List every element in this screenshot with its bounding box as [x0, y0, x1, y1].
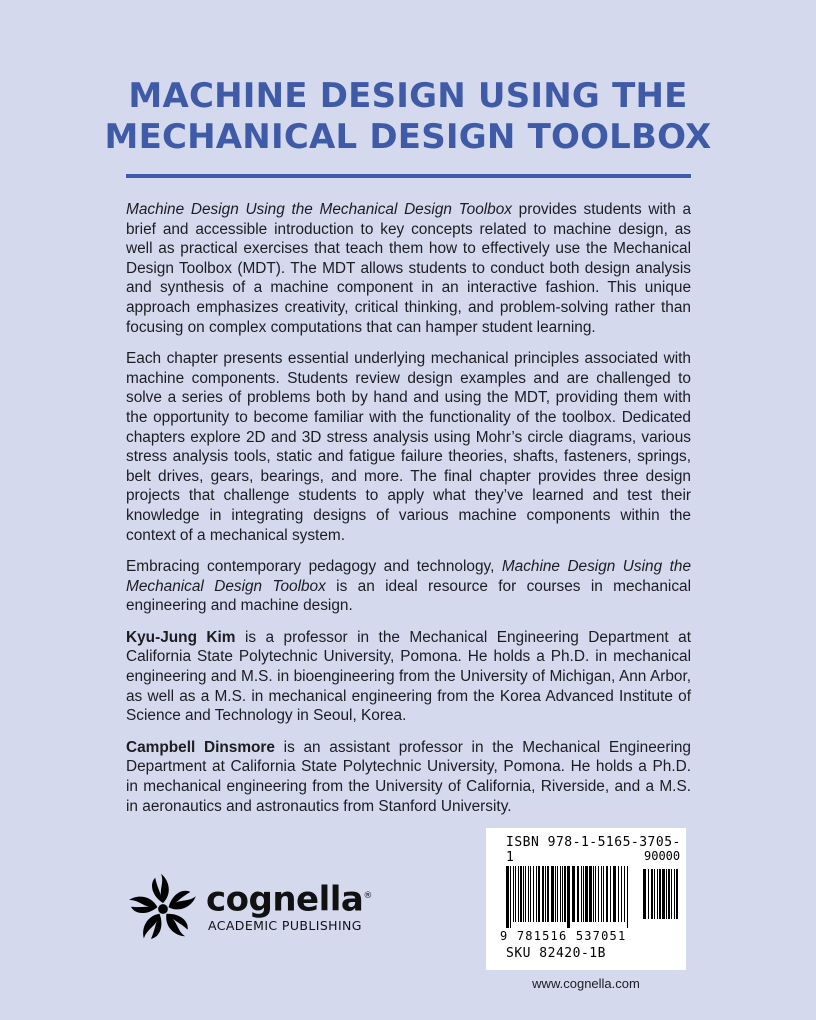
barcode-bar — [551, 866, 554, 922]
title-line-2: MECHANICAL DESIGN TOOLBOX — [104, 117, 712, 157]
barcode-bar — [538, 866, 540, 922]
barcode-bar — [598, 866, 599, 922]
sku-number: SKU 82420-1B — [506, 946, 606, 961]
barcode-bar — [542, 866, 544, 922]
title-line-1: MACHINE DESIGN USING THE — [128, 76, 688, 116]
barcode-bar — [581, 866, 582, 922]
book-title-italic: Machine Design Using the Mechanical Design Toolbox — [126, 201, 512, 218]
barcode-bar — [557, 866, 558, 922]
barcode-bar — [562, 866, 563, 922]
barcode-bar — [648, 869, 649, 919]
barcode-bar — [666, 869, 667, 919]
barcode-bar — [525, 866, 526, 922]
barcode-bar — [674, 869, 675, 919]
ean13-barcode — [506, 866, 631, 928]
barcode-bar — [547, 866, 549, 922]
barcode-bar — [560, 866, 561, 922]
publisher-tagline: ACADEMIC PUBLISHING — [208, 918, 362, 933]
barcode-bar — [643, 869, 646, 919]
publisher-wordmark: cognella® — [206, 879, 372, 920]
barcode-bar — [671, 869, 672, 919]
barcode-bar — [662, 869, 665, 919]
barcode-bar — [593, 866, 594, 922]
barcode-bar — [659, 869, 661, 919]
back-cover-copy — [126, 200, 691, 828]
barcode-bar — [651, 869, 653, 919]
barcode-bar — [603, 866, 604, 922]
barcode-bar — [520, 866, 522, 922]
barcode-bar — [595, 866, 596, 922]
barcode-bar — [606, 866, 608, 922]
barcode-bar — [572, 866, 575, 922]
barcode-bar — [506, 866, 509, 928]
isbn-number: ISBN 978-1-5165-3705-1 — [506, 835, 681, 865]
publisher-url[interactable]: www.cognella.com — [532, 976, 640, 991]
author-bio-1: Kyu-Jung Kim is a professor in the Mechanical Engineering Department at California State Polytechnic University, Pomona. He holds a Ph.D. in mechanical engineering and M.S. in bioengineering from the University of Michigan, Ann Arbor, as well as a M.S. in mechanical engineering from the Korea Advanced Institute of Science and Technology in Seoul, Korea. — [126, 628, 691, 725]
barcode-bar — [518, 866, 519, 922]
ean-digits: 9 781516 537051 — [500, 929, 627, 943]
barcode-bar — [618, 866, 619, 922]
barcode-bar — [610, 866, 611, 922]
author-name: Campbell Dinsmore — [126, 738, 275, 756]
book-title-italic: Machine Design Using the Mechanical Design Toolbox — [126, 558, 692, 595]
barcode-bar — [567, 866, 570, 928]
publisher-logo — [124, 870, 384, 945]
barcode-bar — [564, 866, 566, 922]
barcode-bar — [589, 866, 592, 922]
barcode-bar — [585, 866, 588, 922]
barcode-bar — [523, 866, 524, 922]
barcode-bar — [613, 866, 616, 922]
barcode-bar — [515, 866, 516, 922]
description-paragraph-3: Embracing contemporary pedagogy and technology, Machine Design Using the Mechanical Design Toolbox is an ideal resource for courses in mechanical engineering and machine design. — [126, 558, 692, 615]
barcode-bar — [601, 866, 602, 922]
addon-barcode — [643, 866, 679, 928]
barcode-bar — [530, 866, 531, 922]
barcode-bar — [583, 866, 584, 922]
barcode-bar — [513, 866, 514, 922]
barcode-bar — [536, 866, 537, 922]
barcode-bar — [555, 866, 556, 922]
barcode-bar — [533, 866, 534, 922]
cognella-flower-icon — [124, 870, 202, 948]
barcode-bar — [624, 866, 625, 922]
barcode-bar — [528, 866, 529, 922]
barcode-bar — [676, 869, 678, 919]
price-addon-code: 90000 — [644, 849, 681, 863]
barcode-bar — [627, 866, 628, 928]
barcode-bar — [657, 869, 658, 919]
author-bio-2: Campbell Dinsmore is an assistant professor in the Mechanical Engineering Department at California State Polytechnic University, Pomona. He holds a Ph.D. in mechanical engineering from the University of California, Riverside, and a M.S. in aeronautics and astronautics from Stanford University. — [126, 738, 691, 815]
book-title — [0, 76, 816, 158]
barcode-bar — [654, 869, 655, 919]
barcode-bar — [577, 866, 579, 922]
barcode-bar — [621, 866, 622, 922]
isbn-barcode-label — [486, 828, 686, 970]
author-name: Kyu-Jung Kim — [126, 628, 236, 646]
barcode-bar — [668, 869, 670, 919]
title-divider — [126, 174, 691, 178]
description-paragraph-1: Machine Design Using the Mechanical Design Toolbox provides students with a brief and accessible introduction to key concepts related to machine design, as well as practical exercises that teach them how to effectively use the Mechanical Design Toolbox (MDT). The MDT allows students to conduct both design analysis and synthesis of a machine component in an interactive fashion. This unique approach emphasizes creativity, critical thinking, and problem-solving rather than focusing on complex computations that can hamper student learning. — [126, 201, 691, 336]
barcode-bar — [545, 866, 546, 922]
description-paragraph-2: Each chapter presents essential underlying mechanical principles associated with machine components. Students review design examples and are challenged to solve a series of problems both by hand and using the MDT, providing them with the opportunity to become familiar with the functionality of the toolbox. Dedicated chapters explore 2D and 3D stress analysis using Mohr’s circle diagrams, various stress analysis tools, static and fatigue failure theories, shafts, fasteners, springs, belt drives, gears, bearings, and more. The final chapter provides three design projects that challenge students to apply what they’ve learned and test their knowledge in integrating designs of various machine components within the context of a mechanical system. — [126, 350, 691, 544]
barcode-bar — [510, 866, 511, 928]
